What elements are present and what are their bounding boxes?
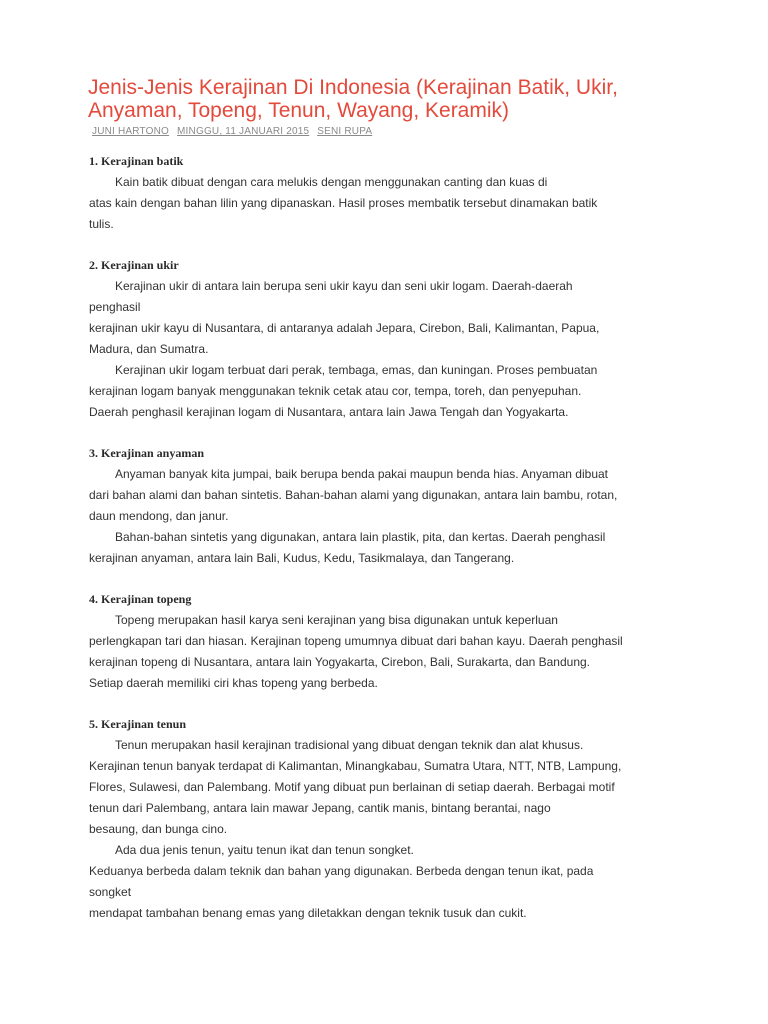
paragraph-line: daun mendong, dan janur.	[89, 509, 229, 523]
article-meta	[92, 126, 377, 137]
section-heading: 1. Kerajinan batik	[89, 154, 184, 168]
paragraph-line: mendapat tambahan benang emas yang diletakkan dengan teknik tusuk dan cukit.	[89, 906, 527, 920]
article-title-line-1: Jenis-Jenis Kerajinan Di Indonesia (Kerajinan Batik, Ukir,	[88, 76, 618, 99]
section-heading: 2. Kerajinan ukir	[89, 258, 179, 272]
paragraph-line: tenun dari Palembang, antara lain mawar Jepang, cantik manis, bintang berantai, nago	[89, 801, 551, 815]
paragraph-line: Daerah penghasil kerajinan logam di Nusantara, antara lain Jawa Tengah dan Yogyakarta.	[89, 405, 569, 419]
date-link[interactable]: MINGGU, 11 JANUARI 2015	[177, 126, 310, 137]
paragraph-line: Kerajinan ukir di antara lain berupa seni ukir kayu dan seni ukir logam. Daerah-daerah	[115, 279, 573, 293]
paragraph-line: Flores, Sulawesi, dan Palembang. Motif yang dibuat pun berlainan di setiap daerah. Berbagai motif	[89, 780, 615, 794]
section-anyaman	[89, 443, 729, 569]
paragraph-line: Ada dua jenis tenun, yaitu tenun ikat dan tenun songket.	[115, 843, 414, 857]
section-topeng	[89, 589, 729, 694]
paragraph-line: besaung, dan bunga cino.	[89, 822, 228, 836]
paragraph-line: Anyaman banyak kita jumpai, baik berupa benda pakai maupun benda hias. Anyaman dibuat	[115, 467, 609, 481]
paragraph-line: kerajinan anyaman, antara lain Bali, Kudus, Kedu, Tasikmalaya, dan Tangerang.	[89, 551, 515, 565]
paragraph-line: Kain batik dibuat dengan cara melukis dengan menggunakan canting dan kuas di	[115, 175, 548, 189]
paragraph-line: songket	[89, 885, 132, 899]
section-ukir	[89, 255, 729, 423]
paragraph-line: kerajinan topeng di Nusantara, antara lain Yogyakarta, Cirebon, Bali, Surakarta, dan Bandung.	[89, 655, 590, 669]
paragraph-line: Kerajinan ukir logam terbuat dari perak, tembaga, emas, dan kuningan. Proses pembuatan	[115, 363, 598, 377]
section-tenun	[89, 714, 729, 924]
section-heading: 5. Kerajinan tenun	[89, 717, 187, 731]
paragraph-line: penghasil	[89, 300, 141, 314]
section-heading: 3. Kerajinan anyaman	[89, 446, 205, 460]
section-heading: 4. Kerajinan topeng	[89, 592, 192, 606]
paragraph-line: atas kain dengan bahan lilin yang dipanaskan. Hasil proses membatik tersebut dinamakan batik	[89, 196, 598, 210]
paragraph-line: Madura, dan Sumatra.	[89, 342, 209, 356]
paragraph-line: Topeng merupakan hasil karya seni kerajinan yang bisa digunakan untuk keperluan	[115, 613, 558, 627]
paragraph-line: Tenun merupakan hasil kerajinan tradisional yang dibuat dengan teknik dan alat khusus.	[115, 738, 584, 752]
paragraph-line: kerajinan logam banyak menggunakan teknik cetak atau cor, tempa, toreh, dan penyepuhan.	[89, 384, 582, 398]
paragraph-line: Setiap daerah memiliki ciri khas topeng yang berbeda.	[89, 676, 378, 690]
article-title	[88, 76, 728, 122]
category-link[interactable]: SENI RUPA	[317, 126, 373, 137]
section-batik	[89, 151, 729, 235]
paragraph-line: Keduanya berbeda dalam teknik dan bahan yang digunakan. Berbeda dengan tenun ikat, pada	[89, 864, 594, 878]
paragraph-line: Kerajinan tenun banyak terdapat di Kalimantan, Minangkabau, Sumatra Utara, NTT, NTB, Lampung,	[89, 759, 622, 773]
article-body	[89, 151, 729, 944]
paragraph-line: tulis.	[89, 217, 114, 231]
paragraph-line: Bahan-bahan sintetis yang digunakan, antara lain plastik, pita, dan kertas. Daerah penghasil	[115, 530, 606, 544]
paragraph-line: perlengkapan tari dan hiasan. Kerajinan topeng umumnya dibuat dari bahan kayu. Daerah penghasil	[89, 634, 623, 648]
article-title-line-2: Anyaman, Topeng, Tenun, Wayang, Keramik)	[88, 99, 510, 122]
author-link[interactable]: JUNI HARTONO	[92, 126, 170, 137]
paragraph-line: kerajinan ukir kayu di Nusantara, di antaranya adalah Jepara, Cirebon, Bali, Kalimantan, Papua,	[89, 321, 600, 335]
paragraph-line: dari bahan alami dan bahan sintetis. Bahan-bahan alami yang digunakan, antara lain bambu, rotan,	[89, 488, 618, 502]
